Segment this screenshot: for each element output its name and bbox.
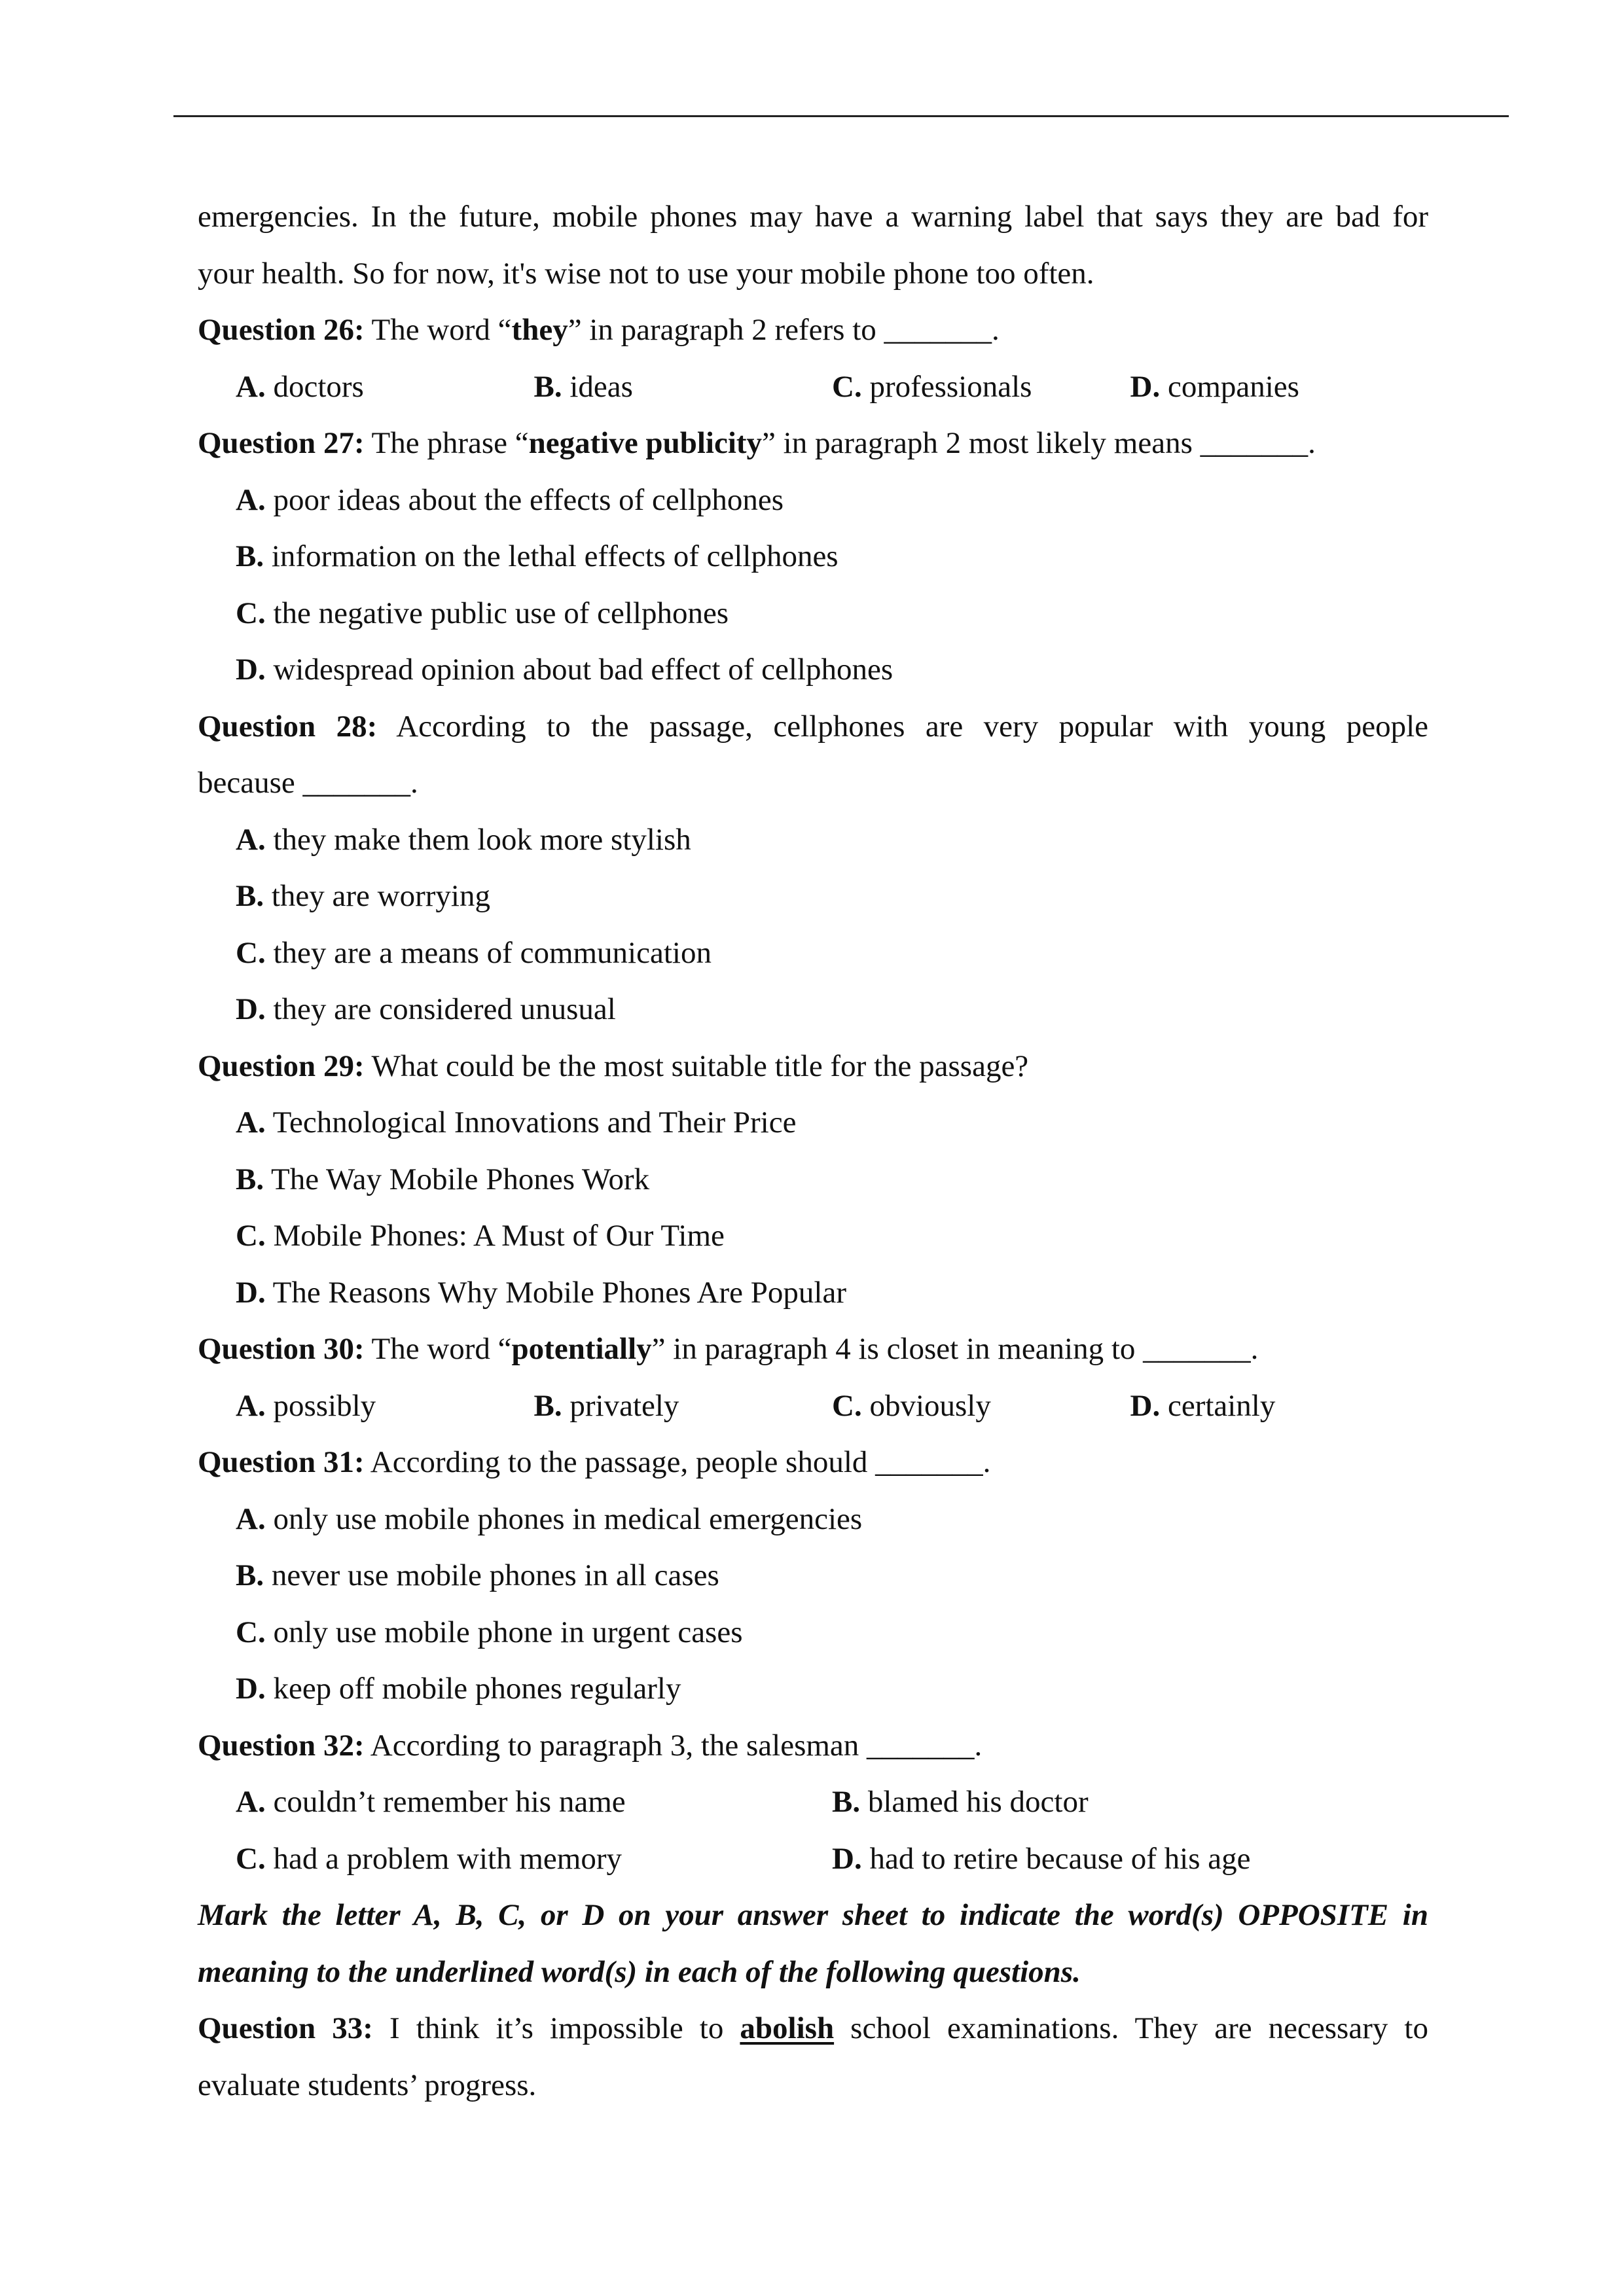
passage-line: your health. So for now, it's wise not to use your mobile phone too often. — [198, 256, 1094, 291]
option-c[interactable]: C. they are a means of communication — [236, 935, 712, 970]
question-label: Question 33: — [198, 2011, 373, 2045]
question-33: Question 33: I think it’s impossible to abolish school examinations. They are necessary to — [198, 2011, 1428, 2045]
section-instruction-cont: meaning to the underlined word(s) in each of the following questions. — [198, 1954, 1081, 1989]
option-c[interactable]: C. obviously — [832, 1388, 991, 1423]
option-a[interactable]: A. they make them look more stylish — [236, 822, 691, 857]
option-c[interactable]: C. the negative public use of cellphones — [236, 596, 729, 630]
options-row — [198, 1831, 1428, 1888]
question-label: Question 31: — [198, 1445, 365, 1479]
option-c[interactable]: C. only use mobile phone in urgent cases — [236, 1615, 743, 1649]
question-label: Question 27: — [198, 426, 365, 460]
question-label: Question 30: — [198, 1332, 365, 1366]
option-d[interactable]: D. had to retire because of his age — [832, 1841, 1251, 1876]
option-a[interactable]: A. couldn’t remember his name — [236, 1785, 626, 1819]
options-row — [198, 1378, 1428, 1435]
option-d[interactable]: D. they are considered unusual — [236, 992, 616, 1026]
header-rule — [173, 115, 1509, 117]
underlined-word: abolish — [740, 2011, 835, 2045]
question-33-cont: evaluate students’ progress. — [198, 2068, 537, 2102]
option-d[interactable]: D. widespread opinion about bad effect of cellphones — [236, 653, 893, 687]
option-b[interactable]: B. information on the lethal effects of cellphones — [236, 539, 839, 573]
option-b[interactable]: B. blamed his doctor — [832, 1785, 1089, 1819]
question-label: Question 29: — [198, 1049, 365, 1083]
question-label: Question 28: — [198, 709, 378, 744]
question-30: Question 30: The word “potentially” in paragraph 4 is closet in meaning to _______. — [198, 1332, 1259, 1366]
question-label: Question 32: — [198, 1728, 365, 1763]
option-a[interactable]: A. possibly — [236, 1388, 376, 1423]
section-instruction: Mark the letter A, B, C, or D on your answer sheet to indicate the word(s) OPPOSITE in — [198, 1898, 1428, 1932]
options-row — [198, 1774, 1428, 1831]
key-word: potentially — [511, 1332, 652, 1366]
key-word: negative publicity — [528, 426, 763, 460]
option-c[interactable]: C. had a problem with memory — [236, 1841, 622, 1876]
question-label: Question 26: — [198, 313, 365, 347]
option-a[interactable]: A. poor ideas about the effects of cellphones — [236, 482, 784, 517]
passage-line: emergencies. In the future, mobile phones may have a warning label that says they are bad for — [198, 200, 1428, 234]
option-b[interactable]: B. they are worrying — [236, 879, 490, 913]
options-row — [198, 359, 1428, 416]
question-29: Question 29: What could be the most suitable title for the passage? — [198, 1049, 1029, 1083]
option-b[interactable]: B. The Way Mobile Phones Work — [236, 1162, 650, 1196]
question-26: Question 26: The word “they” in paragraph 2 refers to _______. — [198, 313, 1000, 347]
option-b[interactable]: B. never use mobile phones in all cases — [236, 1558, 719, 1592]
option-d[interactable]: D. The Reasons Why Mobile Phones Are Popular — [236, 1275, 846, 1310]
document-body — [198, 188, 1428, 2113]
option-c[interactable]: C. professionals — [832, 369, 1032, 404]
option-d[interactable]: D. certainly — [1130, 1388, 1276, 1423]
option-d[interactable]: D. companies — [1130, 369, 1299, 404]
question-31: Question 31: According to the passage, people should _______. — [198, 1445, 991, 1479]
option-a[interactable]: A. Technological Innovations and Their Price — [236, 1105, 797, 1139]
option-b[interactable]: B. privately — [533, 1388, 679, 1423]
option-b[interactable]: B. ideas — [533, 369, 633, 404]
question-28: Question 28: According to the passage, cellphones are very popular with young people — [198, 709, 1428, 744]
option-d[interactable]: D. keep off mobile phones regularly — [236, 1672, 681, 1706]
question-32: Question 32: According to paragraph 3, the salesman _______. — [198, 1728, 983, 1763]
question-27: Question 27: The phrase “negative publicity” in paragraph 2 most likely means _______. — [198, 426, 1316, 460]
key-word: they — [511, 313, 568, 347]
option-a[interactable]: A. doctors — [236, 369, 364, 404]
question-28-cont: because _______. — [198, 766, 418, 800]
option-c[interactable]: C. Mobile Phones: A Must of Our Time — [236, 1219, 725, 1253]
option-a[interactable]: A. only use mobile phones in medical emergencies — [236, 1501, 863, 1536]
